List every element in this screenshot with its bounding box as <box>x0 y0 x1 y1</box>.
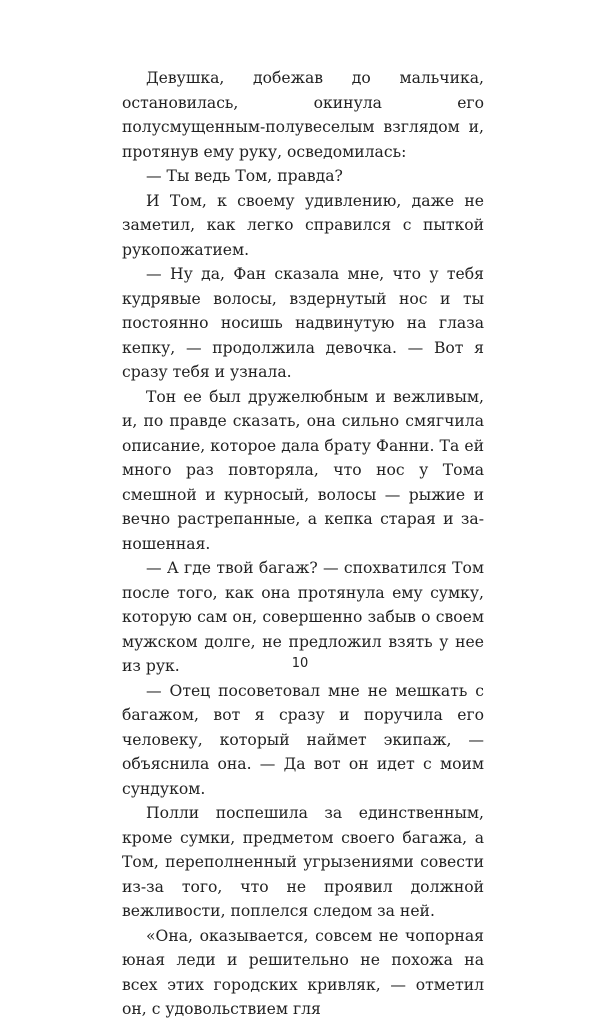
paragraph: И Том, к своему удивлению, даже не заметил, как легко справился с пыткой рукопожатием. <box>122 191 484 259</box>
paragraph: — Ты ведь Том, правда? <box>146 167 343 185</box>
paragraph: Тон ее был дружелюбным и вежливым, и, по правде сказать, она сильно смягчила описание, которое дала брату Фанни. Та ей много раз повторяла, что нос у Тома смешной и курносый, волосы — рыжие и вечно растрепанные, а кепка старая и заношенная. <box>122 387 484 553</box>
paragraph: Девушка, добежав до мальчика, остановилась, окинула его полусмущенным-полувеселым взглядом и, протянув ему руку, осведомилась: <box>122 69 484 161</box>
body-text <box>122 66 484 1022</box>
paragraph: — Отец посоветовал мне не мешкать с багажом, вот я сразу и поручила его человеку, который наймет экипаж, — объяснила она. — Да вот он идет с моим сундуком. <box>122 681 484 798</box>
paragraph: — Ну да, Фан сказала мне, что у тебя кудрявые волосы, вздернутый нос и ты постоянно носишь надвинутую на глаза кепку, — продолжила девочка. — Вот я сразу тебя и узнала. <box>122 265 484 381</box>
page-number: 10 <box>291 656 309 671</box>
paragraph: Полли поспешила за единственным, кроме сумки, предметом своего багажа, а Том, переполненный угрызениями совести из-за того, что не проявил должной вежливости, поплелся следом за ней. <box>122 804 484 920</box>
paragraph: — А где твой багаж? — спохватился Том после того, как она протянула ему сумку, которую сам он, совершенно забыв о своем мужском долге, не предложил взять у нее из рук. <box>122 559 484 675</box>
paragraph: «Она, оказывается, совсем не чопорная юная леди и решительно не похожа на всех этих городских кривляк, — отметил он, с удовольствием гля <box>122 926 484 1018</box>
